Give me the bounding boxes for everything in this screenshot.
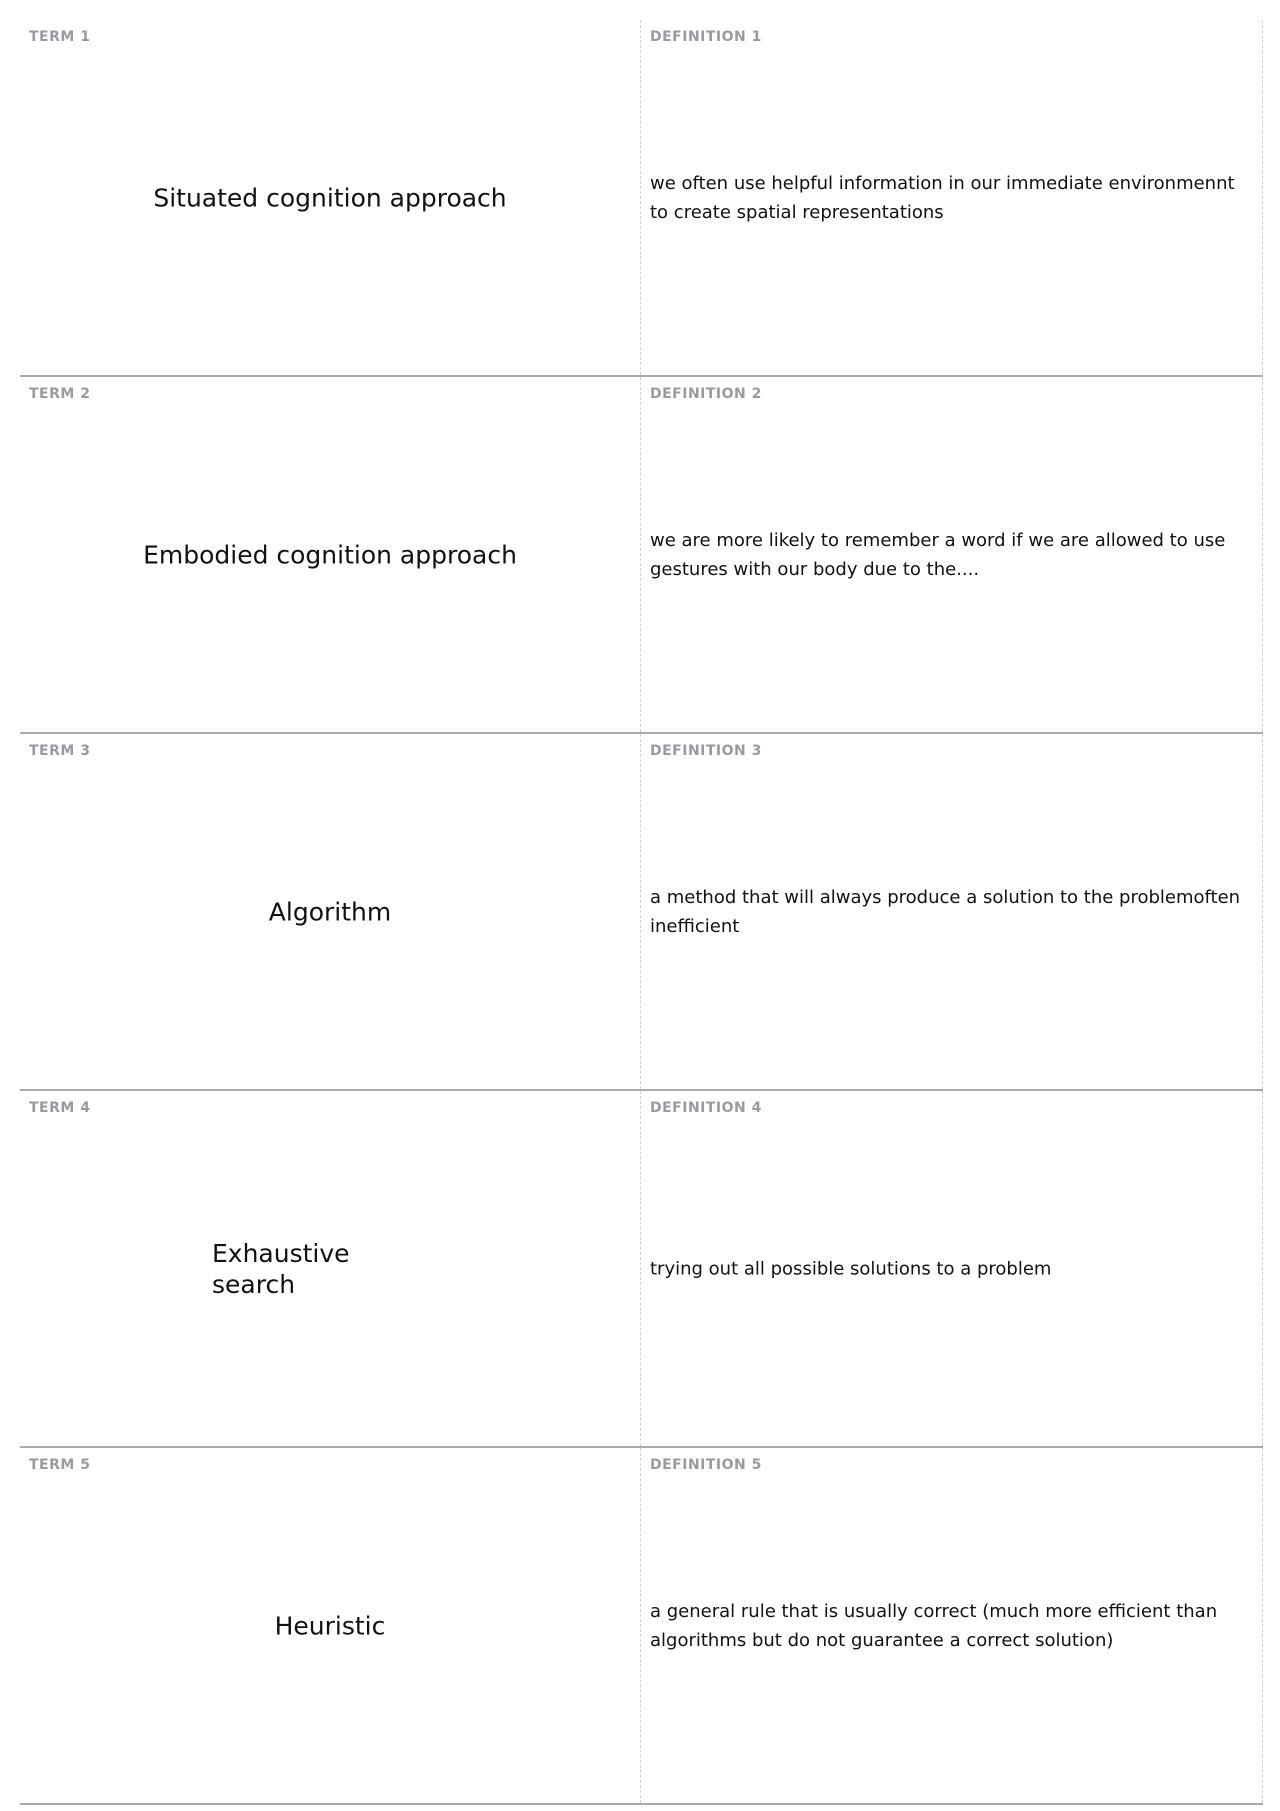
definition-text: we are more likely to remember a word if we are allowed to use gestures with our body due to the.... (650, 529, 1226, 580)
flashcard-sheet (20, 20, 1263, 1805)
term-label: TERM 4 (29, 1100, 91, 1116)
term-cell (20, 1091, 641, 1446)
definition-text: a method that will always produce a solution to the problemoften inefficient (650, 886, 1241, 937)
card-row (20, 377, 1263, 734)
term-cell (20, 1448, 641, 1803)
definition-text: trying out all possible solutions to a problem (650, 1258, 1052, 1279)
term-text: Embodied cognition approach (143, 540, 517, 569)
definition-label: DEFINITION 2 (650, 386, 762, 402)
definition-label: DEFINITION 5 (650, 1457, 762, 1473)
definition-cell (641, 1448, 1263, 1803)
card-row (20, 20, 1263, 377)
term-cell (20, 20, 641, 375)
term-text: Heuristic (274, 1611, 386, 1640)
term-text: Algorithm (268, 897, 392, 926)
term-cell (20, 377, 641, 732)
term-label: TERM 3 (29, 743, 91, 759)
definition-text: a general rule that is usually correct (much more efficient than algorithms but do not guarantee a correct solution) (650, 1600, 1218, 1651)
definition-cell (641, 20, 1263, 375)
term-text: Situated cognition approach (153, 183, 507, 212)
term-label: TERM 1 (29, 29, 91, 45)
term-cell (20, 734, 641, 1089)
term-text: Exhaustive search (212, 1238, 350, 1299)
definition-cell (641, 1091, 1263, 1446)
card-row (20, 1091, 1263, 1448)
term-label: TERM 2 (29, 386, 91, 402)
definition-cell (641, 377, 1263, 732)
definition-label: DEFINITION 1 (650, 29, 762, 45)
definition-label: DEFINITION 4 (650, 1100, 762, 1116)
definition-text: we often use helpful information in our immediate environmennt to create spatial representations (650, 172, 1235, 223)
definition-cell (641, 734, 1263, 1089)
definition-label: DEFINITION 3 (650, 743, 762, 759)
card-row (20, 1448, 1263, 1805)
card-row (20, 734, 1263, 1091)
term-label: TERM 5 (29, 1457, 91, 1473)
